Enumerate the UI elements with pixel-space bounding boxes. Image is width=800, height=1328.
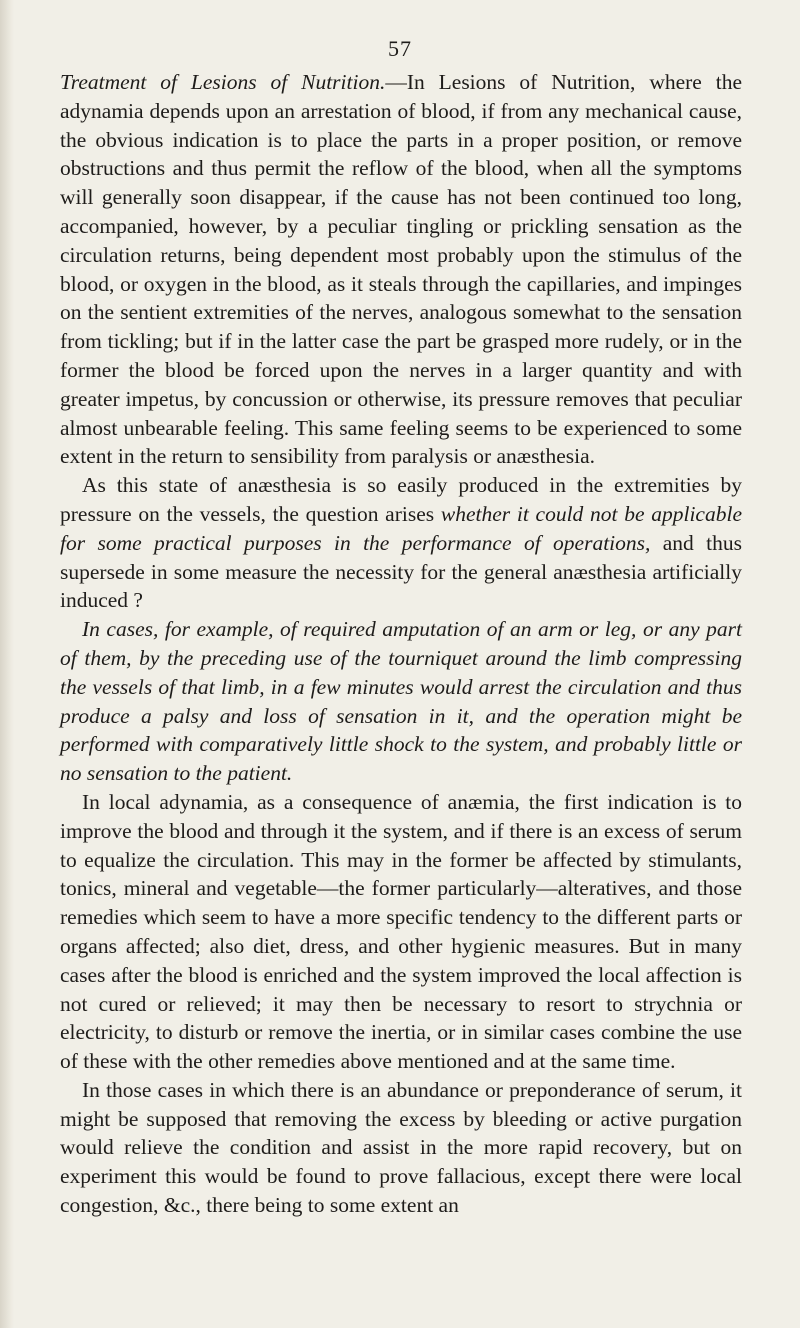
body-text [60,68,742,1220]
section-heading: Treatment of Lesions of Nutrition. [60,70,386,94]
page-binding-edge [0,0,14,1328]
paragraph-2-text-before: As this state of anæsthesia is so easily produced in the extremities by pressure on the vessels, the question arises [60,473,742,526]
paragraph-1 [60,68,742,471]
paragraph-4: In local adynamia, as a consequence of anæmia, the first indication is to improve the blood and through it the system, and if there is an excess of serum to equalize the circulation. This may in the former be affected by stimulants, tonics, mineral and vegetable—the former particularly—alteratives, and those remedies which seem to have a more specific tendency to the different parts or organs affected; also diet, dress, and other hygienic measures. But in many cases after the blood is enriched and the system improved the local affection is not cured or relieved; it may then be necessary to resort to strychnia or electricity, to disturb or remove the inertia, or in similar cases combine the use of these with the other remedies above mentioned and at the same time. [60,789,742,1074]
paragraph-3: In cases, for example, of required amputation of an arm or leg, or any part of them, by the preceding use of the tourniquet around the limb compressing the vessels of that limb, in a few minutes would arrest the circulation and thus produce a palsy and loss of sensation in it, and the operation might be performed with comparatively little shock to the system, and probably little or no sensation to the patient. [60,617,742,786]
paragraph-5: In those cases in which there is an abundance or preponderance of serum, it might be supposed that removing the excess by bleeding or active purgation would relieve the condition and assist in the more rapid recovery, but on experiment this would be found to prove fallacious, except there were local congestion, &c., there being to some extent an [60,1077,742,1218]
paragraph-1-text: —In Lesions of Nutrition, where the adynamia depends upon an arrestation of blood, if from any mechanical cause, the obvious indication is to place the parts in a proper position, or remove obstructions and thus permit the reflow of the blood, when all the symptoms will generally soon disappear, if the cause has not been continued too long, accompanied, however, by a peculiar tingling or prickling sensation as the circulation returns, being dependent most probably upon the stimulus of the blood, or oxygen in the blood, as it steals through the capillaries, and impinges on the sentient extremities of the nerves, analogous somewhat to the sensation from tickling; but if in the latter case the part be grasped more rudely, or in the former the blood be forced upon the nerves in a larger quantity and with greater impetus, by concussion or otherwise, its pressure removes that peculiar almost unbearable feeling. This same feeling seems to be experienced to some extent in the return to sensibility from paralysis or anæsthesia. [60,70,742,469]
paragraph-2-emphasis: whether it could not be applicable for some practical purposes in the performance of operations, [60,501,742,555]
page-number: 57 [388,36,412,61]
paragraph-2-text-after: and thus supersede in some measure the necessity for the general anæsthesia artificially induced ? [60,530,743,613]
paragraph-2 [60,471,742,615]
